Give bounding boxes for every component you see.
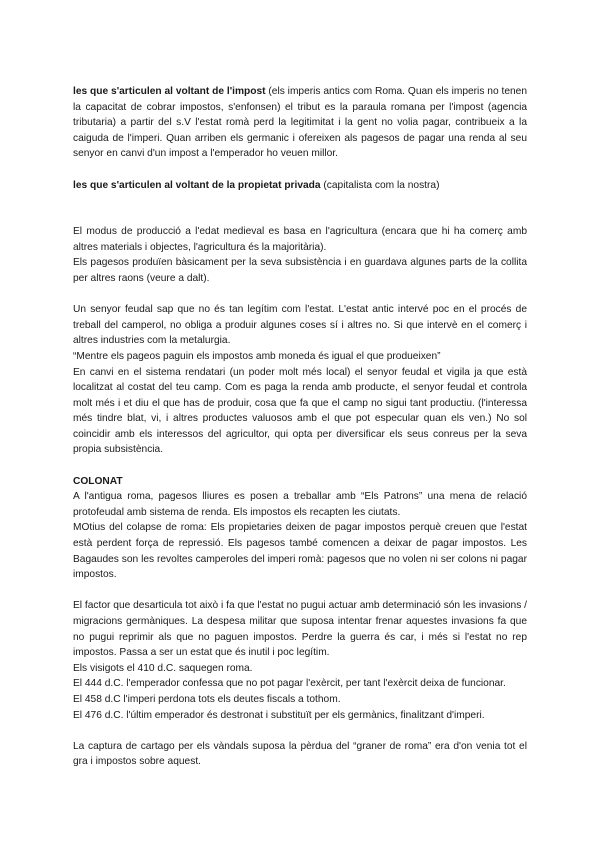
spacer: [73, 162, 527, 178]
paragraph-modus: El modus de producció a l'edat medieval es basa en l'agricultura (encara que hi ha comerç amb altres materials i objectes, l'agricultura és la majoritària).: [73, 226, 527, 253]
propietat-text: (capitalista com la nostra): [320, 179, 440, 191]
timeline-item: El 458 d.C l'imperi perdona tots els deutes fiscals a tothom.: [73, 693, 341, 705]
spacer: [73, 583, 527, 599]
paragraph-rendatari: En canvi en el sistema rendatari (un poder molt més local) el senyor feudal et vigila ja que està localitzat al costat del teu camp. Com es paga la renda amb producte, el senyor feudal et controla molt més i et diu el que has de produir, cosa que fa que el camp no sigui tant productiu. (l'interessa més tindre blat, vi, i altres productes valuosos amb el que pot especular quan els ven.) No sol coincidir amb els interessos del agricultor, qui opta per diversificar els seus conreus per la seva propia subsistència.: [73, 366, 527, 456]
heading-colonat: COLONAT: [73, 475, 123, 487]
colonat-line-2: MOtius del colapse de roma: Els propietaries deixen de pagar impostos perquè creuen que l'estat està perdent força de repressió. Els pagesos també comencen a deixar de pagar impostos. Les Bagaudes son les revoltes camperoles del imperi romà: pagesos que no volen ni ser colons ni pagar impostos.: [73, 522, 527, 581]
paragraph-cartago: La captura de cartago per els vàndals suposa la pèrdua del “graner de roma” era d'on venia tot el gra i impostos sobre aquest.: [73, 740, 527, 768]
timeline-item: Els visigots el 410 d.C. saquegen roma.: [73, 662, 253, 674]
bold-heading-impost: les que s'articulen al voltant de l'impost: [73, 86, 266, 97]
spacer: [73, 723, 527, 739]
spacer: [73, 287, 527, 303]
paragraph-impost: [73, 84, 527, 162]
document-body: [73, 84, 527, 770]
paragraph-pagesos: Els pagesos produïen bàsicament per la seva subsistència i en guardava algunes parts de la collita per altres raons (veure a dalt).: [73, 257, 527, 284]
spacer: [73, 458, 527, 474]
bold-heading-propietat: les que s'articulen al voltant de la propietat privada: [73, 179, 321, 191]
timeline-item: El 444 d.C. l'emperador confessa que no pot pagar l'exèrcit, per tant l'exèrcit deixa de funcionar.: [73, 678, 506, 690]
impost-text: (els imperis antics com Roma. Quan els imperis no tenen la capacitat de cobrar impostos, s'enfonsen) el tribut es la paraula romana per l'impost (agencia tributaria) a partir del s.V l'estat romà perd la legitimitat i la gent no volia pagar, contribueix a la caiguda de l'imperi. Quan arriben els germanic i ofereixen als pagesos de pagar una renda al seu senyor en canvi d'un impost a l'emperador ho veuen millor.: [73, 86, 527, 160]
paragraph-factor: El factor que desarticula tot això i fa que l'estat no pugui actuar amb determinació són les invasions / migracions germàniques. La despesa militar que suposa intentar frenar aquestes invasions fa que no pugui reprimir als que no paguen impostos. Perdre la guerra és car, i més si l'estat no rep impostos. Passa a ser un estat que és inutil i poc legítim.: [73, 600, 527, 659]
paragraph-senyor: Un senyor feudal sap que no és tan legítim com l'estat. L'estat antic intervé poc en el procés de treball del camperol, no obliga a produir algunes coses sí i altres no. Si que intervè en el comerç i altres industries com la metalurgia.: [73, 304, 527, 347]
spacer: [73, 193, 527, 224]
paragraph-propietat: [73, 178, 527, 194]
timeline-item: El 476 d.C. l'últim emperador és destronat i substituït per els germànics, finalitzant d'imperi.: [73, 709, 485, 721]
quote-line: “Mentre els pageos paguin els impostos amb moneda és igual el que produeixen”: [73, 350, 441, 362]
colonat-line-1: A l'antigua roma, pagesos lliures es posen a treballar amb “Els Patrons” una mena de relació protofeudal amb sistema de renda. Els impostos els recapten les ciutats.: [73, 491, 527, 518]
